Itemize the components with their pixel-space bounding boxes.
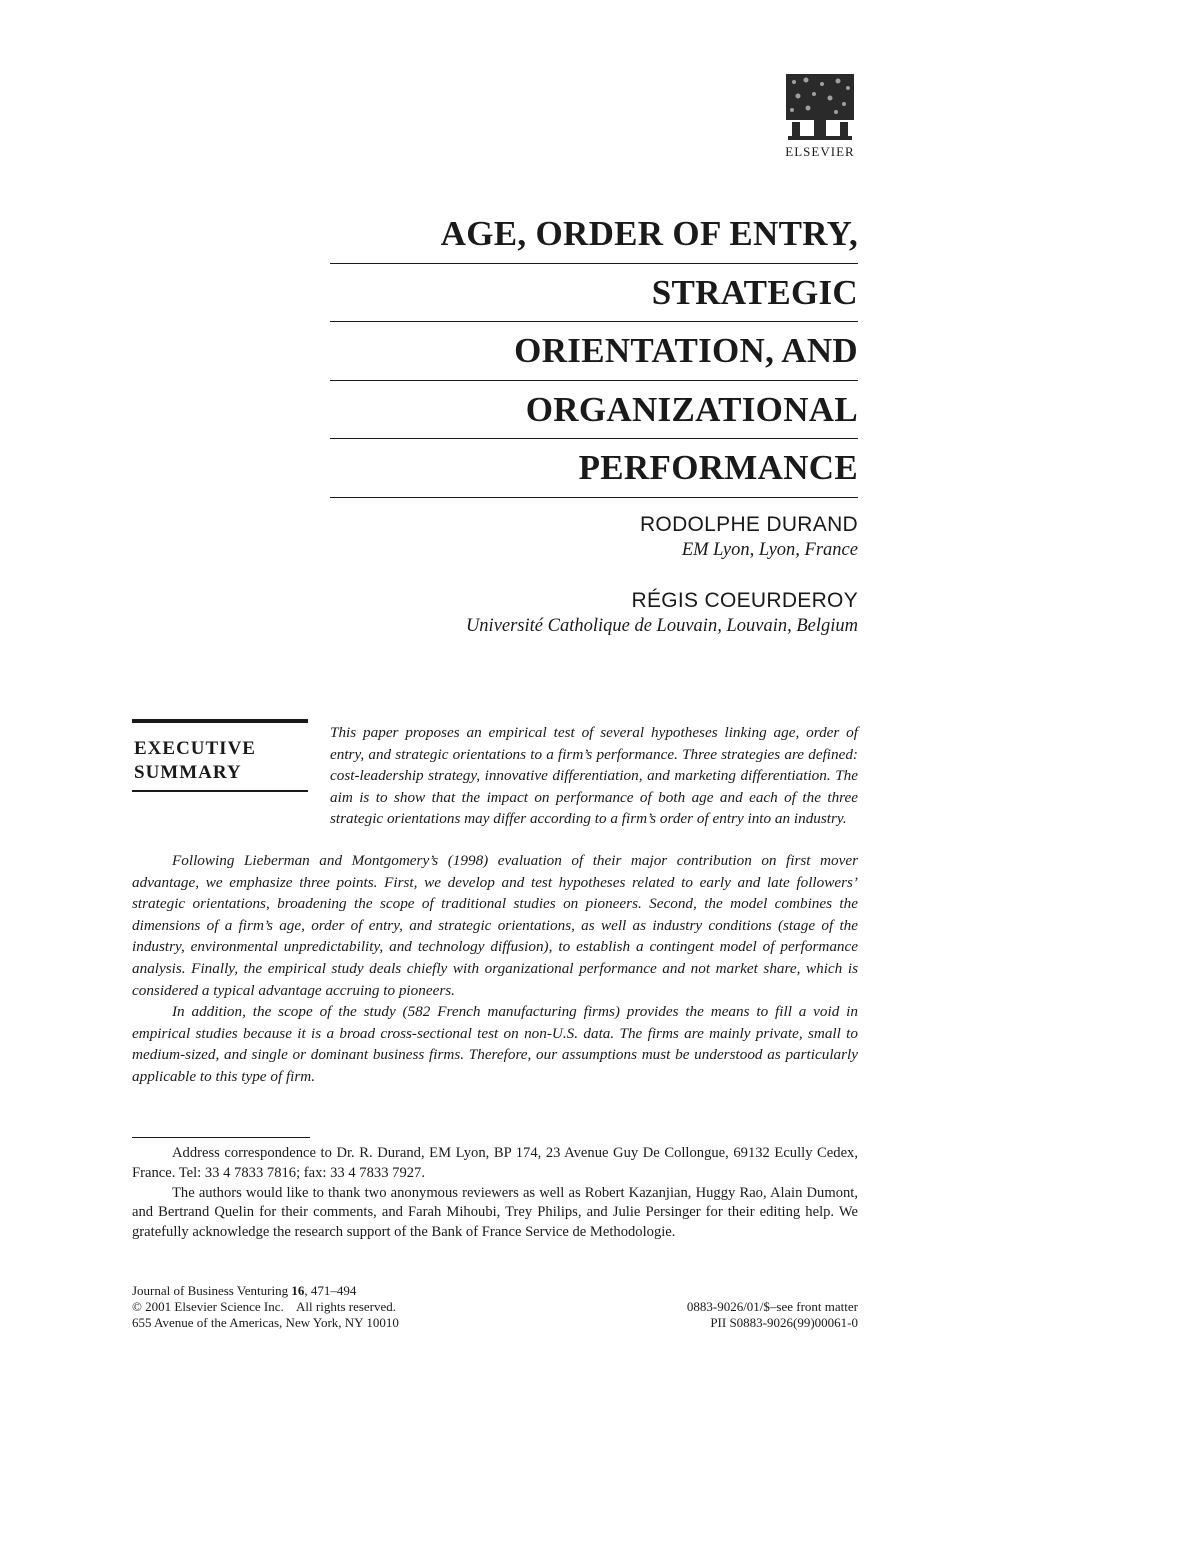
journal-name: Journal of Business Venturing [132,1283,289,1298]
publisher-name: ELSEVIER [785,144,855,159]
journal-citation [132,1283,492,1331]
title-line: AGE, ORDER OF ENTRY, [330,205,858,264]
footnote-correspondence: Address correspondence to Dr. R. Durand, EM Lyon, BP 174, 23 Avenue Guy De Collongue, 69132 Ecully Cedex, France. Tel: 33 4 7833 7816; fax: 33 4 7833 7927. [132,1145,858,1181]
executive-summary-label: EXECUTIVE SUMMARY [134,738,256,783]
author-name: RÉGIS COEURDEROY [631,589,858,612]
journal-volume: 16 [291,1283,305,1298]
author-name: RODOLPHE DURAND [639,513,858,536]
author-affiliation: Université Catholique de Louvain, Louvain, Belgium [465,616,858,636]
journal-copyright: © 2001 Elsevier Science Inc. All rights reserved. [132,1299,397,1314]
elsevier-tree-icon [778,72,862,142]
article-title [330,205,858,498]
title-line: ORIENTATION, AND [330,322,858,381]
author-affiliation: EM Lyon, Lyon, France [681,540,858,560]
summary-paragraph: Following Lieberman and Montgomery’s (1998) evaluation of their major contribution on first mover advantage, we emphasize three points. First, we develop and test hypotheses related to early and late followers’ strategic orientations, broadening the scope of traditional studies on pioneers. Second, the model combines the dimensions of a firm’s age, order of entry, and strategic orientations, as well as industry conditions (stage of the industry, environmental unpredictability, and technology diffusion), to establish a contingent model of performance analysis. Finally, the empirical study deals chiefly with organizational performance and not market share, which is considered a typical advantage accruing to pioneers. [132,852,858,999]
summary-paragraph: In addition, the scope of the study (582 French manufacturing firms) provides the means to fill a void in empirical studies because it is a broad cross-sectional test on non-U.S. data. The firms are mainly private, small to medium-sized, and single or dominant business firms. Therefore, our assumptions must be understood as particularly applicable to this type of firm. [132,1003,858,1085]
executive-summary-heading [132,719,308,792]
journal-issn: 0883-9026/01/$–see front matter [686,1299,858,1314]
title-line: STRATEGIC [330,264,858,323]
author-list [330,512,858,638]
journal-pii: PII S0883-9026(99)00061-0 [710,1315,858,1330]
footnotes [132,1144,858,1243]
journal-identifiers [560,1299,858,1331]
summary-lead-paragraph: This paper proposes an empirical test of several hypotheses linking age, order of entry, and strategic orientations to a firm’s performance. Three strategies are defined: cost-leadership strategy, innovative differentiation, and marketing differentiation. The aim is to show that the impact on performance of both age and each of the three strategic orientations may differ according to a firm’s order of entry into an industry. [330,724,858,828]
publisher-address: 655 Avenue of the Americas, New York, NY 10010 [132,1315,399,1330]
publisher-logo [778,72,862,162]
title-line: PERFORMANCE [330,439,858,498]
title-line: ORGANIZATIONAL [330,381,858,440]
footnote-divider [132,1137,310,1138]
journal-pages: , 471–494 [304,1283,357,1298]
footnote-acknowledgments: The authors would like to thank two anonymous reviewers as well as Robert Kazanjian, Huggy Rao, Alain Dumont, and Bertrand Quelin for their comments, and Farah Mihoubi, Trey Philips, and Julie Persinger for their editing help. We gratefully acknowledge the research support of the Bank of France Service de Methodologie. [132,1184,858,1241]
summary-body [132,850,858,1088]
